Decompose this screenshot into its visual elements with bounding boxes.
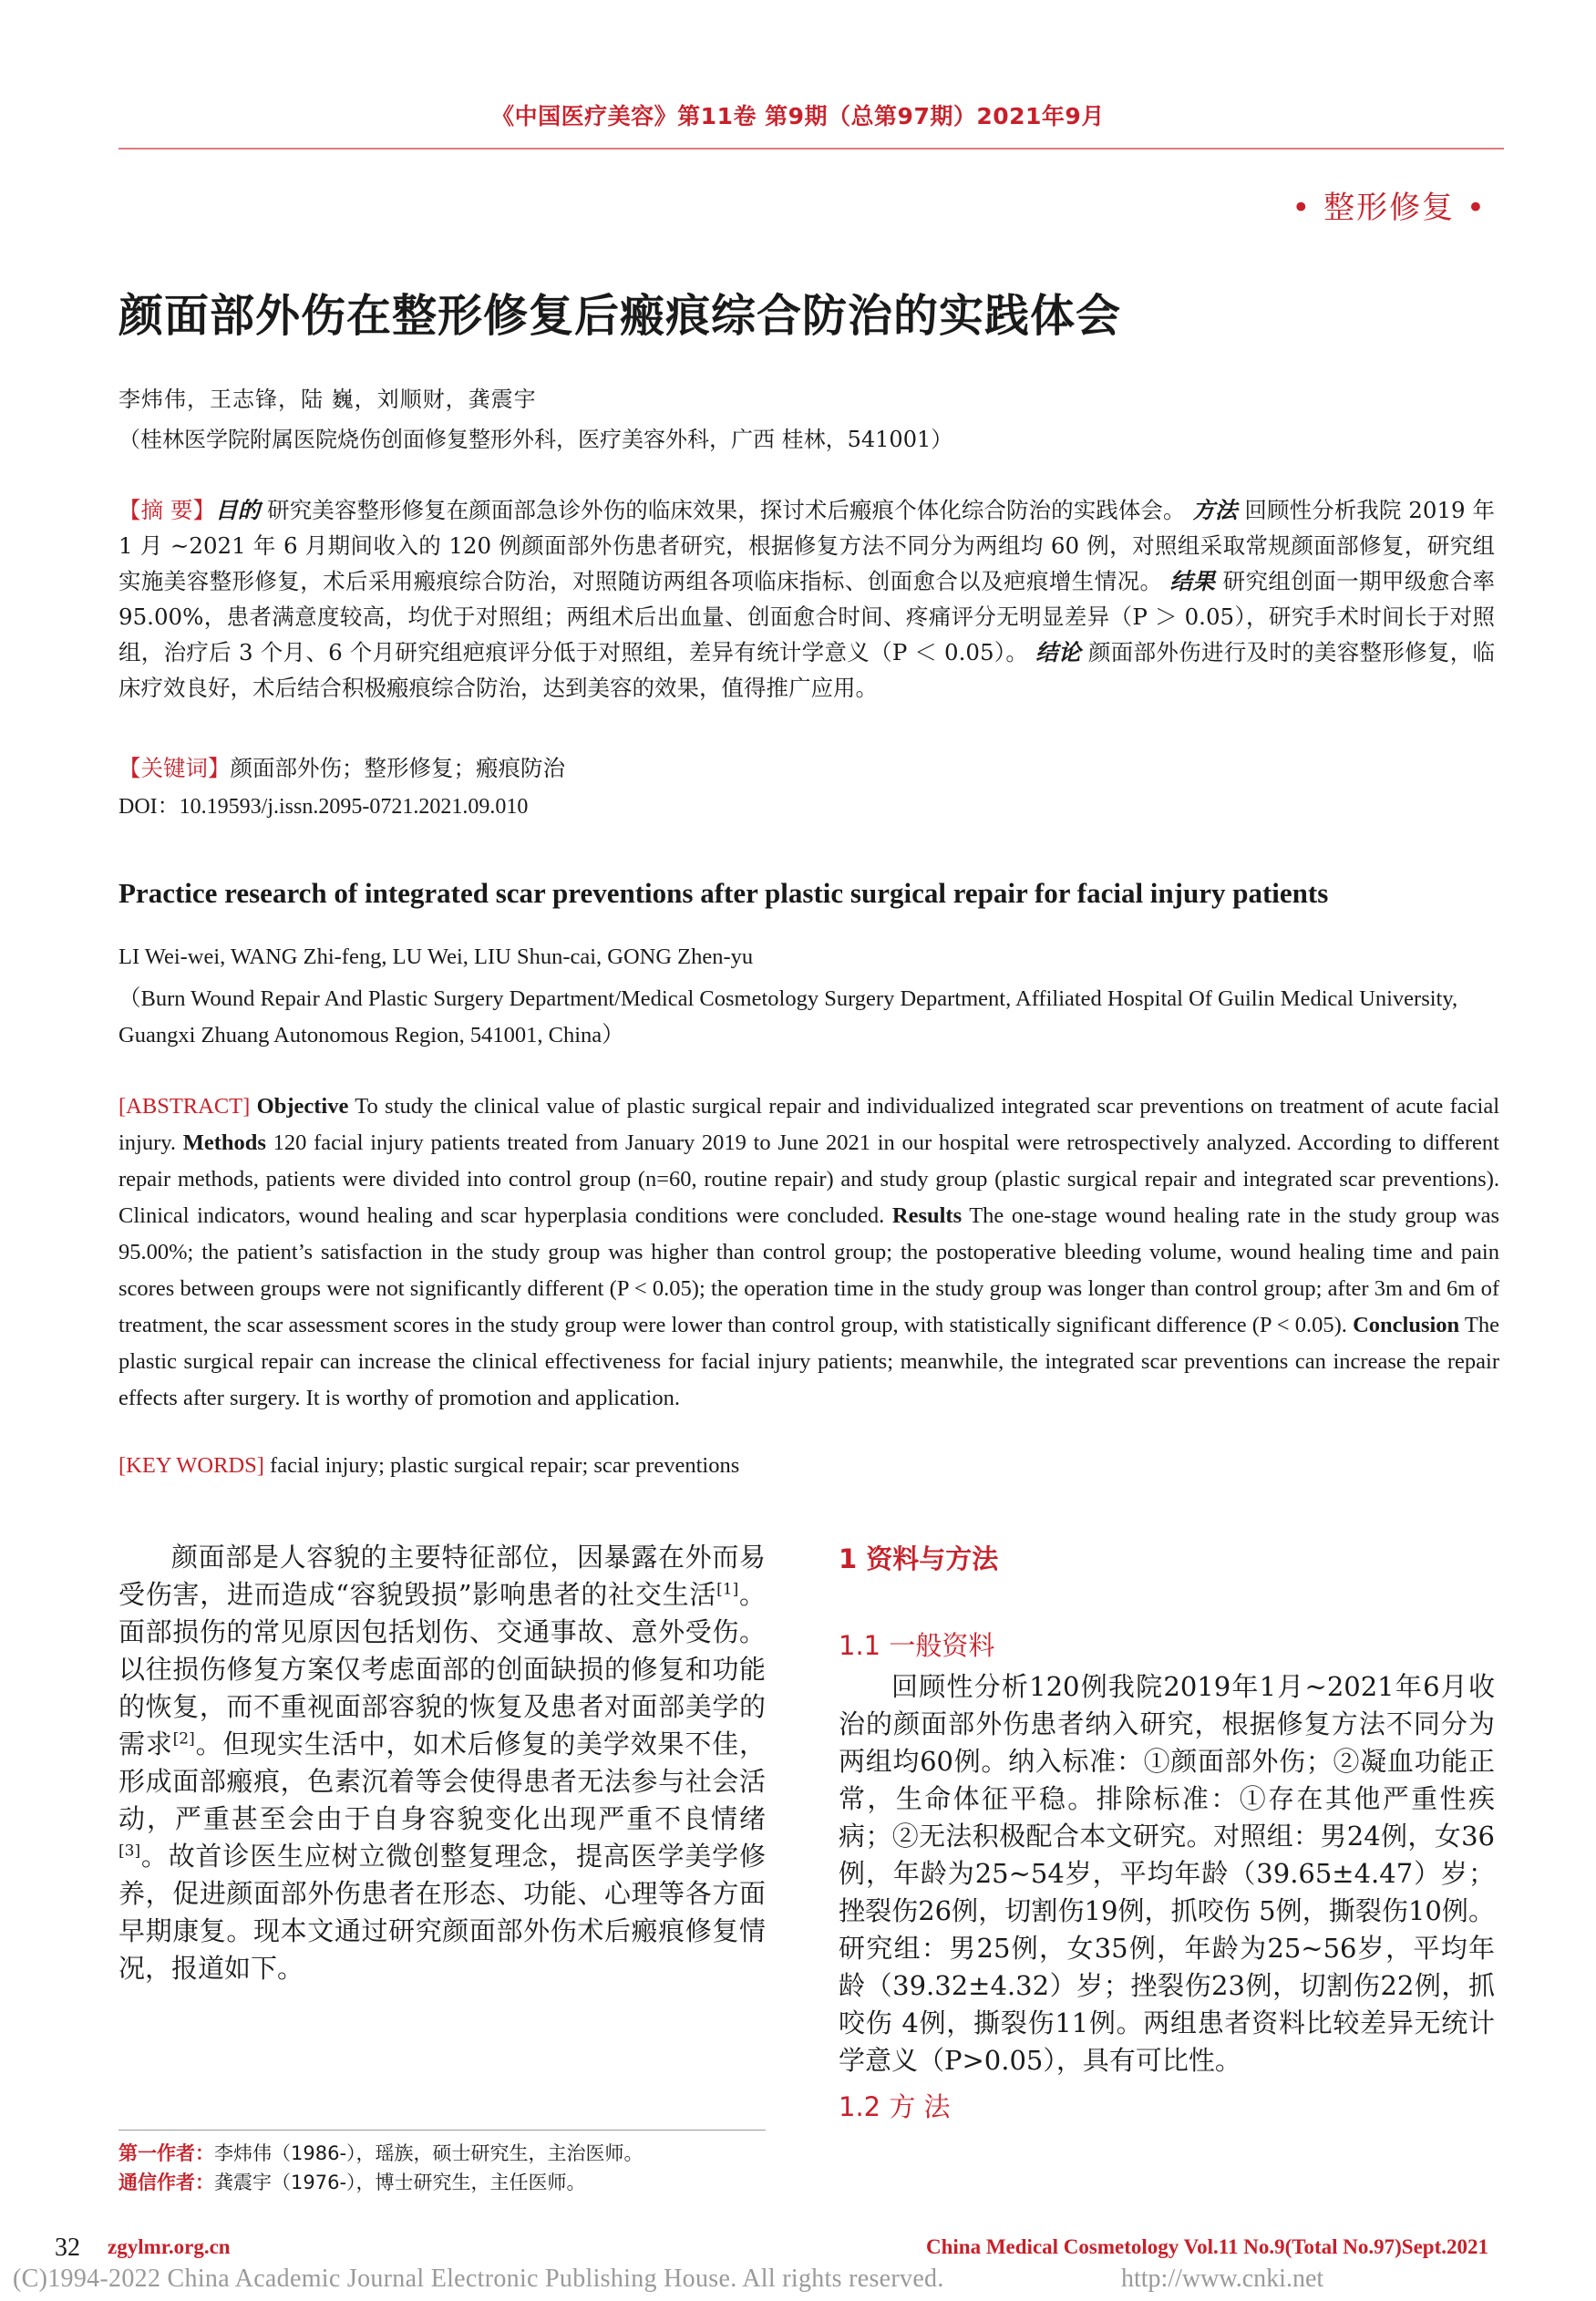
intro-text-4: 。故首诊医生应树立微创整复理念，提高医学美学修养，促进颜面部外伤患者在形态、功能、心理等各方面早期康复。现本文通过研究颜面部外伤术后瘢痕修复情况，报道如下。 xyxy=(118,1841,766,1984)
general-data-paragraph: 回顾性分析120例我院2019年1月~2021年6月收治的颜面部外伤患者纳入研究，根据修复方法不同分为两组均60例。纳入标准：①颜面部外伤；②凝血功能正常，生命体征平稳。排除标准：①存在其他严重性疾病；②无法积极配合本文研究。对照组：男24例，女36例，年龄为25~54岁，平均年龄（39.65±4.47）岁；挫裂伤26例，切割伤19例，抓咬伤 5例，撕裂伤10例。研究组：男25例，女35例，年龄为25~56岁，平均年龄（39.32±4.32）岁；挫裂伤23例，切割伤22例，抓咬伤 4例，撕裂伤11例。两组患者资料比较差异无统计学意义（P>0.05），具有可比性。 xyxy=(839,1671,1495,2076)
subsection-heading: 1.1 一般资料 xyxy=(839,1630,995,1661)
header-divider xyxy=(118,148,1504,150)
english-authors: LI Wei-wei, WANG Zhi-feng, LU Wei, LIU Shun-cai, GONG Zhen-yu xyxy=(118,944,754,969)
chinese-keywords xyxy=(118,751,565,783)
chinese-affiliation: （桂林医学院附属医院烧伤创面修复整形外科，医疗美容外科，广西 桂林，541001） xyxy=(118,427,953,452)
citation-ref[interactable]: [1] xyxy=(716,1580,739,1599)
methods-label: 方法 xyxy=(1192,497,1238,523)
conclusion-label: 结论 xyxy=(1035,639,1081,666)
conclusion-label-en: Conclusion xyxy=(1353,1313,1460,1337)
results-text: 研究组创面一期甲级愈合率 95.00%，患者满意度较高，均优于对照组；两组术后出血量、创面愈合时间、疼痛评分无明显差异（P ＞ 0.05），研究手术时间长于对照组，治疗后 3 个月、6 个月研究组疤痕评分低于对照组，差异有统计学意义（P ＜ 0.05）。 xyxy=(118,568,1496,666)
results-text-en: The one-stage wound healing rate in the study group was 95.00%; the patient’s satisfaction in the study group was higher than control group; the postoperative bleeding volume, wound healing time and pain scores between groups were not significantly different (P < 0.05); the operation time in the study group was longer than control group; after 3m and 6m of treatment, the scar assessment scores in the study group were lower than control group, with statistically significant difference (P < 0.05). xyxy=(118,1203,1500,1337)
intro-text-3: 。但现实生活中，如术后修复的美学效果不佳，形成面部瘢痕，色素沉着等会使得患者无法参与社会活动，严重甚至会由于自身容貌变化出现严重不良情绪 xyxy=(118,1728,766,1834)
methods-text: 回顾性分析我院 2019 年 1 月 ~2021 年 6 月期间收入的 120 例颜面部外伤患者研究，根据修复方法不同分为两组均 60 例，对照组采取常规颜面部修复，研究组实施美容整形修复，术后采用瘢痕综合防治，对照随访两组各项临床指标、创面愈合以及疤痕增生情况。 xyxy=(118,497,1495,594)
first-author-label: 第一作者： xyxy=(118,2142,214,2164)
section-heading: 1 资料与方法 xyxy=(839,1543,999,1574)
cnki-link[interactable]: http://www.cnki.net xyxy=(1121,2265,1324,2293)
doi: DOI：10.19593/j.issn.2095-0721.2021.09.010 xyxy=(118,795,529,819)
journal-header: 《中国医疗美容》第11卷 第9期（总第97期）2021年9月 xyxy=(491,103,1105,129)
intro-text-2: 。面部损伤的常见原因包括划伤、交通事故、意外受伤。以往损伤修复方案仅考虑面部的创面缺损的修复和功能的恢复，而不重视面部容貌的恢复及患者对面部美学的需求 xyxy=(118,1579,766,1759)
abstract-label: 【摘 要】 xyxy=(118,497,216,523)
keywords-label-en: [KEY WORDS] xyxy=(118,1453,264,1478)
objective-text-en: To study the clinical value of plastic surgical repair and individualized integrated scar preventions on treatment of acute facial injury. xyxy=(118,1094,1499,1155)
methods-column xyxy=(839,1539,1495,2124)
conclusion-text: 颜面部外伤进行及时的美容整形修复，临床疗效良好，术后结合积极瘢痕综合防治，达到美容的效果，值得推广应用。 xyxy=(118,639,1495,701)
journal-site-link[interactable]: zgylmr.org.cn xyxy=(108,2235,231,2258)
page-number: 32 xyxy=(55,2234,80,2262)
keywords-text-en: facial injury; plastic surgical repair; scar preventions xyxy=(270,1453,740,1478)
citation-ref[interactable]: [3] xyxy=(118,1842,141,1861)
first-author-info: 李炜伟（1986-），瑶族，硕士研究生，主治医师。 xyxy=(214,2142,644,2164)
chinese-authors: 李炜伟，王志锋，陆 巍，刘顺财，龚震宇 xyxy=(118,387,537,412)
results-label: 结果 xyxy=(1169,568,1216,594)
chinese-title: 颜面部外伤在整形修复后瘢痕综合防治的实践体会 xyxy=(118,289,1122,342)
keywords-label: 【关键词】 xyxy=(118,755,231,781)
english-title: Practice research of integrated scar preventions after plastic surgical repair for facial injury patients xyxy=(118,877,1329,909)
copyright-notice: (C)1994-2022 China Academic Journal Electronic Publishing House. All rights reserved. xyxy=(13,2265,944,2293)
intro-text-1: 颜面部是人容貌的主要特征部位，因暴露在外而易受伤害，进而造成“容貌毁损”影响患者的社交生活 xyxy=(118,1542,766,1610)
citation-ref[interactable]: [2] xyxy=(172,1729,195,1749)
keywords-text: 颜面部外伤；整形修复；瘢痕防治 xyxy=(230,755,565,781)
chinese-abstract xyxy=(118,492,1495,706)
corresponding-author-info: 龚震宇（1976-），博士研究生，主任医师。 xyxy=(214,2172,586,2193)
intro-paragraph xyxy=(118,1539,766,1987)
objective-label-en: Objective xyxy=(256,1094,349,1119)
abstract-label-en: [ABSTRACT] xyxy=(118,1094,251,1119)
footnote-divider xyxy=(118,2130,766,2131)
english-keywords xyxy=(118,1453,739,1479)
footer-citation: China Medical Cosmetology Vol.11 No.9(Total No.97)Sept.2021 xyxy=(926,2235,1488,2258)
results-label-en: Results xyxy=(891,1203,963,1228)
objective-text: 研究美容整形修复在颜面部急诊外伤的临床效果，探讨术后瘢痕个体化综合防治的实践体会。 xyxy=(267,497,1186,523)
section-tag: • 整形修复 • xyxy=(1292,190,1487,226)
subsection-heading: 1.2 方 法 xyxy=(839,2091,951,2122)
objective-label: 目的 xyxy=(215,497,261,523)
corresponding-author-label: 通信作者： xyxy=(118,2172,214,2193)
methods-label-en: Methods xyxy=(182,1130,266,1155)
author-footnote xyxy=(118,2139,644,2197)
english-affiliation: （Burn Wound Repair And Plastic Surgery Department/Medical Cosmetology Surgery Department, Affiliated Hospital Of Guilin Medical University, Guangxi Zhuang Autonomous Region, 541001, China） xyxy=(118,986,1458,1047)
conclusion-text-en: The plastic surgical repair can increase the clinical effectiveness for facial injury patients; meanwhile, the integrated scar preventions can increase the repair effects after surgery. It is worthy of promotion and application. xyxy=(118,1313,1499,1410)
methods-text-en: 120 facial injury patients treated from January 2019 to June 2021 in our hospital were retrospectively analyzed. According to different repair methods, patients were divided into control group (n=60, routine repair) and study group (plastic surgical repair and integrated scar preventions). Clinical indicators, wound healing and scar hyperplasia conditions were concluded. xyxy=(118,1130,1499,1228)
introduction xyxy=(118,1539,766,1987)
english-abstract xyxy=(118,1089,1499,1417)
